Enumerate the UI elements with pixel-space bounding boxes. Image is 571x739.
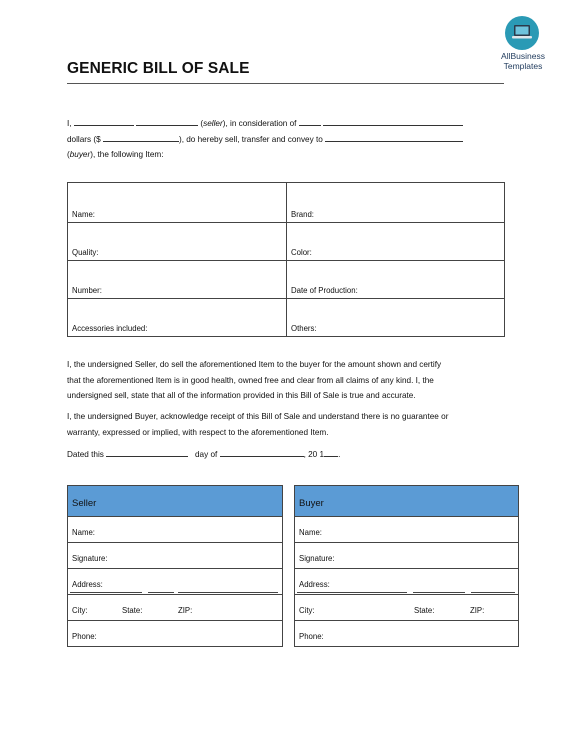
logo-circle — [505, 16, 539, 50]
logo-line1: AllBusiness — [501, 51, 545, 61]
month-blank[interactable] — [220, 447, 304, 457]
buyer-phone-row[interactable] — [295, 621, 518, 646]
item-details-table — [67, 182, 505, 337]
field-label: State: — [414, 606, 435, 615]
title-divider — [67, 83, 504, 84]
address-line-2 — [413, 592, 465, 593]
buyer-term: buyer — [69, 150, 91, 159]
day-blank[interactable] — [106, 447, 188, 457]
buyer-city-row[interactable] — [295, 595, 518, 621]
statement-line: that the aforementioned Item is in good health, owned free and clear from all claims of any kind. I, the — [67, 375, 434, 385]
seller-statement — [67, 357, 507, 404]
field-label: Phone: — [299, 632, 324, 641]
field-label: City: — [72, 606, 88, 615]
logo-line2: Templates — [503, 60, 543, 71]
seller-city-row[interactable] — [68, 595, 282, 621]
intro-text: dollars ($ — [67, 134, 101, 144]
buyer-box — [294, 485, 519, 647]
item-color-cell[interactable]: Color: — [287, 223, 505, 261]
seller-name-blank-2[interactable] — [136, 116, 198, 126]
field-label: Address: — [72, 580, 103, 589]
address-line-1 — [70, 592, 142, 593]
amount-words-blank-2[interactable] — [323, 116, 463, 126]
seller-name-blank-1[interactable] — [74, 116, 134, 126]
table-row — [68, 261, 505, 299]
year-blank[interactable] — [324, 447, 341, 459]
item-accessories-cell[interactable]: Accessories included: — [68, 299, 287, 337]
buyer-name-row[interactable] — [295, 517, 518, 543]
dated-text: , 20 — [303, 450, 318, 459]
field-label: Address: — [299, 580, 330, 589]
buyer-header: Buyer — [295, 486, 518, 517]
item-production-date-cell[interactable]: Date of Production: — [287, 261, 505, 299]
field-label: Name: — [72, 528, 95, 537]
seller-header: Seller — [68, 486, 282, 517]
item-quality-cell[interactable]: Quality: — [68, 223, 287, 261]
address-line-1 — [297, 592, 407, 593]
table-row — [68, 299, 505, 337]
item-brand-cell[interactable]: Brand: — [287, 183, 505, 223]
year-digit: 1 — [319, 450, 325, 459]
dated-text: day of — [194, 450, 218, 459]
amount-words-blank-1[interactable] — [299, 116, 321, 126]
intro-line-3 — [67, 147, 507, 163]
statement-line: warranty, expressed or implied, with respect to the aforementioned Item. — [67, 427, 329, 437]
seller-term: seller — [203, 119, 223, 128]
intro-line-2 — [67, 132, 507, 148]
logo-text — [491, 52, 555, 71]
intro-line-1 — [67, 116, 507, 132]
address-line-3 — [178, 592, 278, 593]
intro-text: ), the following Item: — [90, 150, 164, 159]
seller-signature-row[interactable] — [68, 543, 282, 569]
statement-line: I, the undersigned Seller, do sell the aforementioned Item to the buyer for the amount shown and certify — [67, 360, 442, 369]
field-label: Signature: — [72, 554, 108, 563]
field-label: ZIP: — [178, 606, 193, 615]
item-name-cell[interactable]: Name: — [68, 183, 287, 223]
dated-text: Dated this — [67, 450, 104, 459]
buyer-statement — [67, 409, 507, 440]
seller-name-row[interactable] — [68, 517, 282, 543]
field-label: Phone: — [72, 632, 97, 641]
buyer-address-row[interactable] — [295, 569, 518, 595]
seller-phone-row[interactable] — [68, 621, 282, 646]
dated-line — [67, 447, 507, 463]
seller-address-row[interactable] — [68, 569, 282, 595]
statement-line: undersigned sell, state that all of the information provided in this Bill of Sale is true and accurate. — [67, 391, 416, 400]
field-label: Name: — [299, 528, 322, 537]
table-row — [68, 183, 505, 223]
field-label: State: — [122, 606, 143, 615]
address-line-2 — [148, 592, 174, 593]
address-line-3 — [471, 592, 515, 593]
item-number-cell[interactable]: Number: — [68, 261, 287, 299]
intro-text: ), in consideration of — [222, 119, 297, 128]
intro-paragraph — [67, 116, 507, 163]
page-title: GENERIC BILL OF SALE — [67, 60, 250, 77]
item-others-cell[interactable]: Others: — [287, 299, 505, 337]
field-label: Signature: — [299, 554, 335, 563]
seller-box — [67, 485, 283, 647]
statement-line: I, the undersigned Buyer, acknowledge receipt of this Bill of Sale and understand there is no guarantee or — [67, 412, 449, 421]
buyer-signature-row[interactable] — [295, 543, 518, 569]
intro-text: I, — [67, 119, 72, 128]
intro-text: ( — [67, 150, 70, 159]
field-label: City: — [299, 606, 315, 615]
buyer-name-blank[interactable] — [325, 132, 463, 142]
amount-number-blank[interactable] — [103, 132, 179, 142]
intro-text: ( — [200, 119, 204, 128]
intro-text: ), do hereby sell, transfer and convey to — [178, 134, 323, 144]
table-row — [68, 223, 505, 261]
dated-text: . — [338, 450, 341, 459]
field-label: ZIP: — [470, 606, 485, 615]
laptop-icon — [505, 16, 539, 50]
